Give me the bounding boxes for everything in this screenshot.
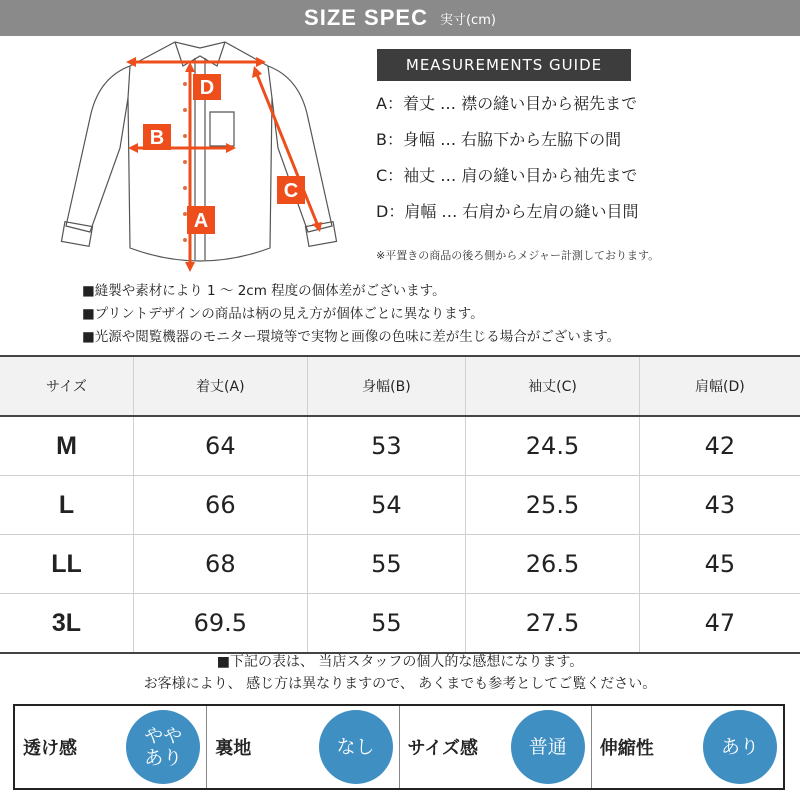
table-cell: 55 — [307, 535, 466, 594]
feature-ratings — [13, 704, 785, 790]
column-header-shoulder: 肩幅(D) — [639, 356, 800, 416]
table-cell: 66 — [134, 476, 308, 535]
feature-transparency — [15, 706, 206, 788]
product-notes — [82, 281, 620, 350]
note-line: ■プリントデザインの商品は柄の見え方が個体ごとに異なります。 — [82, 306, 484, 322]
size-cell: 3L — [0, 594, 134, 654]
column-header-size: サイズ — [0, 356, 134, 416]
guide-line-b: B：身幅 … 右脇下から左脇下の間 — [376, 130, 622, 149]
table-cell: 26.5 — [466, 535, 640, 594]
measurement-note: ※平置きの商品の後ろ側からメジャー計測しております。 — [376, 249, 660, 262]
table-cell: 68 — [134, 535, 308, 594]
shirt-illustration — [50, 38, 340, 278]
header-subtitle: 実寸(cm) — [439, 12, 496, 28]
feature-value-badge: あり — [703, 710, 777, 784]
shirt-diagram — [50, 38, 340, 278]
feeling-disclaimer — [0, 652, 800, 696]
feature-value-badge: なし — [319, 710, 393, 784]
guide-line-c: C：袖丈 … 肩の縫い目から袖先まで — [376, 166, 638, 185]
svg-text:B: B — [149, 127, 165, 149]
feature-label: サイズ感 — [407, 738, 479, 759]
table-row — [0, 476, 800, 535]
feature-stretch — [591, 706, 783, 788]
feature-value-badge: 普通 — [511, 710, 585, 784]
table-cell: 43 — [639, 476, 800, 535]
size-cell: L — [0, 476, 134, 535]
svg-text:C: C — [283, 180, 299, 202]
feature-label: 透け感 — [23, 738, 77, 759]
table-cell: 54 — [307, 476, 466, 535]
size-cell: M — [0, 416, 134, 476]
disclaimer-line: お客様により、 感じ方は異なりますので、 あくまでも参考としてご覧ください。 — [143, 676, 657, 692]
table-cell: 69.5 — [134, 594, 308, 654]
guide-line-d: D：肩幅 … 右肩から左肩の縫い目間 — [376, 202, 639, 221]
note-line: ■縫製や素材により 1 ～ 2cm 程度の個体差がございます。 — [82, 283, 446, 299]
table-cell: 55 — [307, 594, 466, 654]
table-cell: 45 — [639, 535, 800, 594]
guide-line-a: A：着丈 … 襟の縫い目から裾先まで — [376, 94, 638, 113]
table-row — [0, 535, 800, 594]
feature-value-badge: やや あり — [126, 710, 200, 784]
table-cell: 42 — [639, 416, 800, 476]
feature-label: 裏地 — [215, 738, 252, 759]
svg-text:A: A — [193, 210, 209, 232]
table-cell: 64 — [134, 416, 308, 476]
diagram-label-a — [187, 206, 215, 234]
diagram-label-c — [277, 176, 305, 204]
table-row — [0, 594, 800, 654]
disclaimer-line: ■下記の表は、 当店スタッフの個人的な感想になります。 — [216, 654, 584, 670]
column-header-length: 着丈(A) — [134, 356, 308, 416]
diagram-label-d — [193, 74, 221, 100]
feature-fit — [399, 706, 591, 788]
header-bar — [0, 0, 800, 36]
table-cell: 24.5 — [466, 416, 640, 476]
table-cell: 47 — [639, 594, 800, 654]
measurements-guide — [376, 94, 639, 238]
table-cell: 25.5 — [466, 476, 640, 535]
note-line: ■光源や閲覧機器のモニター環境等で実物と画像の色味に差が生じる場合がございます。 — [82, 329, 621, 345]
feature-lining — [206, 706, 398, 788]
diagram-label-b — [143, 124, 171, 150]
column-header-width: 身幅(B) — [307, 356, 466, 416]
size-cell: LL — [0, 535, 134, 594]
table-header-row — [0, 356, 800, 416]
feature-label: 伸縮性 — [599, 738, 654, 759]
size-table — [0, 355, 800, 654]
column-header-sleeve: 袖丈(C) — [466, 356, 640, 416]
table-cell: 53 — [307, 416, 466, 476]
table-cell: 27.5 — [466, 594, 640, 654]
header-title: SIZE SPEC — [304, 5, 428, 30]
measurements-guide-title: MEASUREMENTS GUIDE — [377, 49, 631, 81]
table-row — [0, 416, 800, 476]
svg-text:D: D — [199, 77, 215, 99]
